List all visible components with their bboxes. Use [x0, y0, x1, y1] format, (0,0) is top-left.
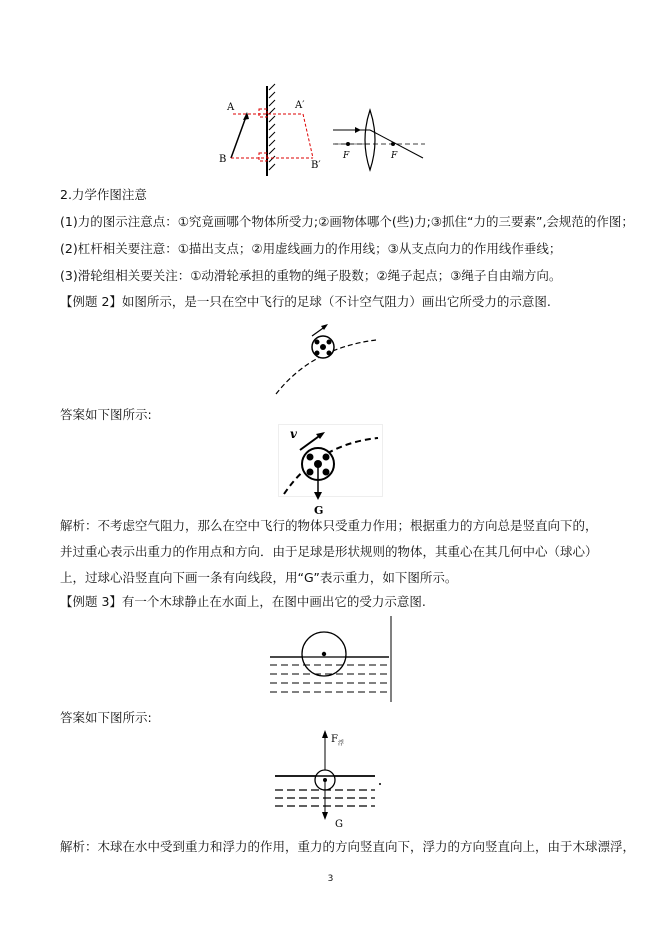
example2-analysis: 解析：不考虑空气阻力，那么在空中飞行的物体只受重力作用；根据重力的方向总是竖直向下的，并过重心表示出重力的作用点和方向．由于足球是形状规则的物体，其重心在其几何中心（球心）上，过球心沿竖直向下画一条有向线段，用“G”表示重力，如下图所示。	[60, 518, 598, 585]
example2-question: 【例题 2】如图所示，是一只在空中飞行的足球（不计空气阻力）画出它所受力的示意图.	[60, 294, 551, 309]
page-number: 3	[327, 874, 334, 884]
label-a-prime: A′	[295, 100, 305, 111]
example3-analysis: 解析：木球在水中受到重力和浮力的作用，重力的方向竖直向下，浮力的方向竖直向上，由于木球漂浮，	[60, 839, 636, 854]
example2-answer-intro: 答案如下图所示:	[60, 407, 152, 422]
example3-answer-intro: 答案如下图所示:	[60, 710, 152, 725]
note-3: (3)滑轮组相关要关注：①动滑轮承担的重物的绳子股数；②绳子起点；③绳子自由端方向。	[60, 268, 562, 283]
label-b-prime: B′	[311, 160, 321, 171]
label-f-left: F	[343, 151, 350, 161]
label-a: A	[227, 102, 235, 113]
label-g: G	[314, 504, 324, 516]
float-answer-figure	[270, 728, 385, 830]
section-heading: 2.力学作图注意	[60, 187, 147, 202]
note-1: (1)力的图示注意点：①究竟画哪个物体所受力;②画物体哪个(些)力;③抓住“力的三要素”,会规范的作图；	[60, 214, 634, 229]
note-2: (2)杠杆相关要注意：①描出支点；②用虚线画力的作用线；③从支点向力的作用线作垂线；	[60, 241, 562, 256]
example3-question: 【例题 3】有一个木球静止在水面上，在图中画出它的受力示意图.	[60, 594, 426, 609]
label-f-right: F	[391, 151, 398, 161]
mirror-lens-figure	[215, 80, 430, 180]
label-v: v	[290, 427, 297, 441]
label-g-float: G	[335, 819, 343, 830]
ball-answer-figure	[278, 424, 383, 516]
label-f-buoy: F	[331, 734, 338, 745]
ball-question-figure	[272, 318, 382, 396]
label-b: B	[219, 154, 227, 165]
label-f-buoy-sub: 浮	[338, 740, 345, 747]
float-question-figure	[268, 616, 396, 702]
